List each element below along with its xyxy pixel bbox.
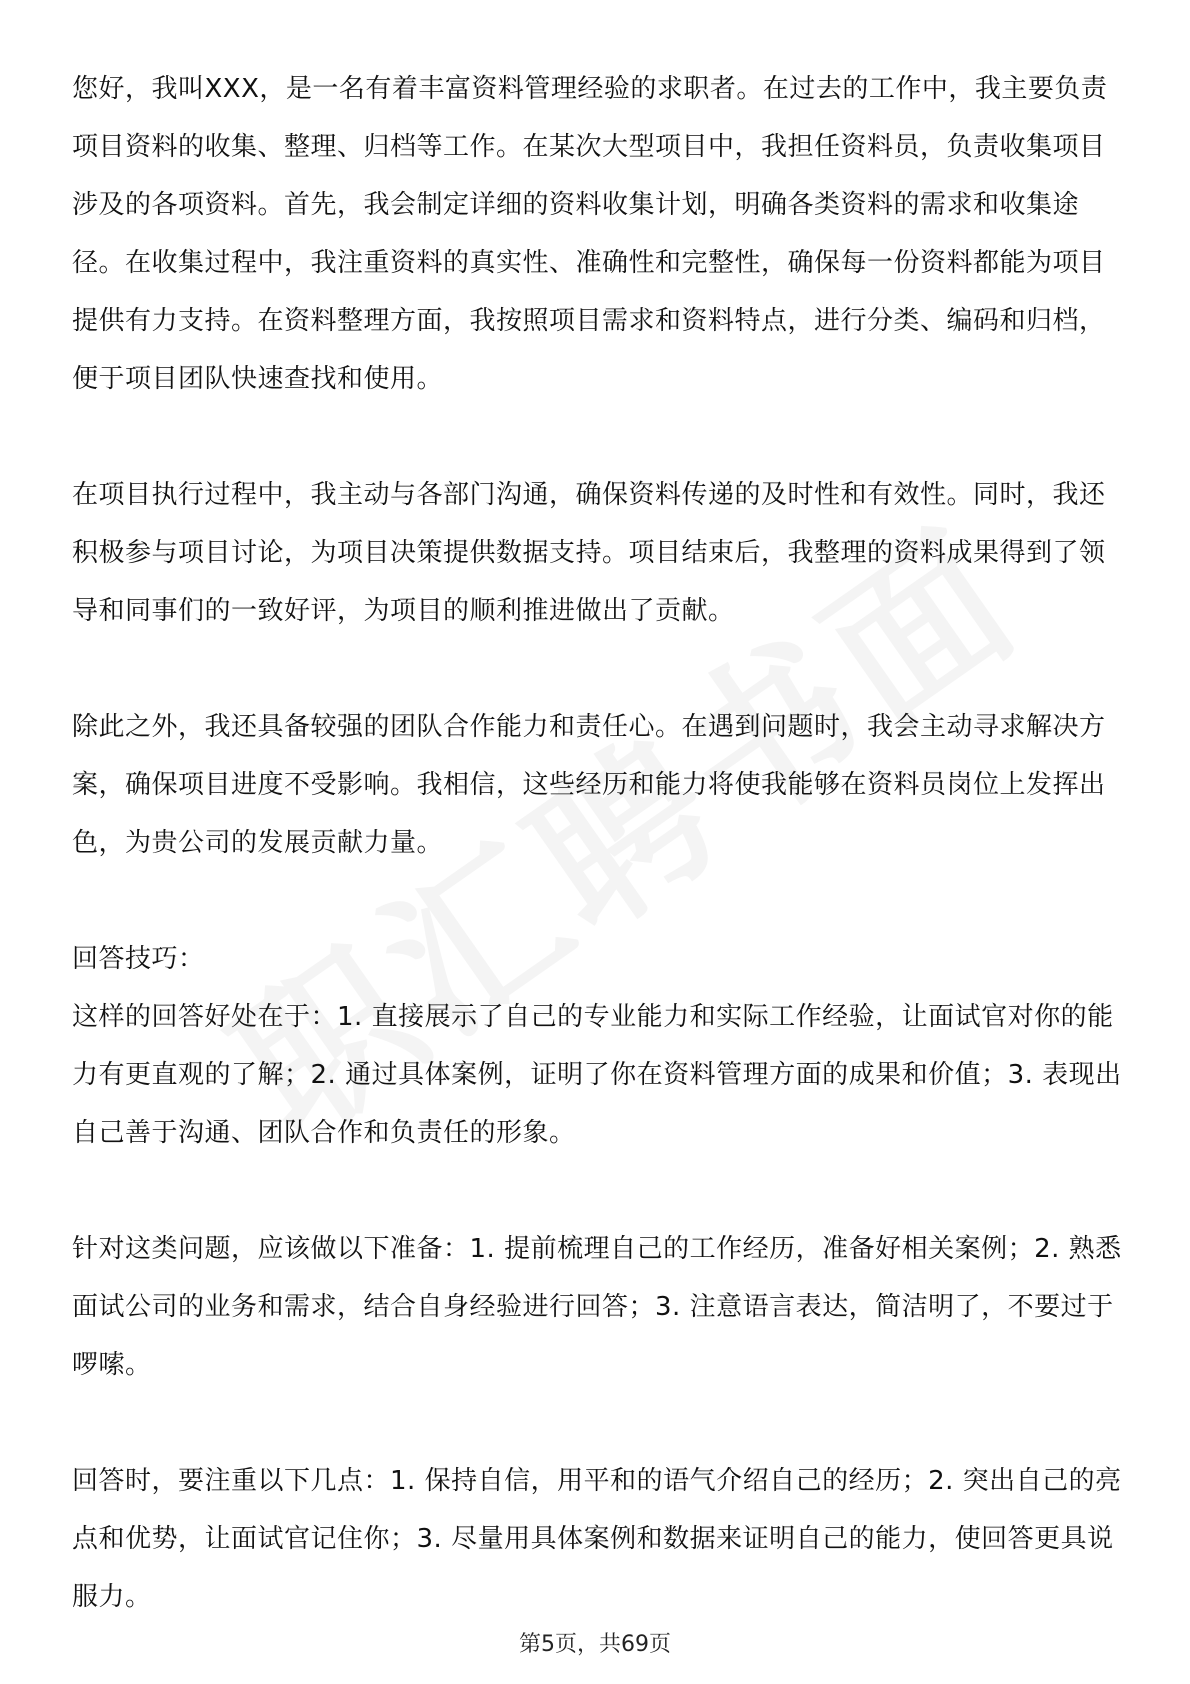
paragraph-execution: 在项目执行过程中，我主动与各部门沟通，确保资料传递的及时性和有效性。同时，我还积极参与项目讨论，为项目决策提供数据支持。项目结束后，我整理的资料成果得到了领导和同事们的一致好评，为项目的顺利推进做出了贡献。: [72, 480, 1106, 626]
tips-paragraph-benefits: 这样的回答好处在于：1. 直接展示了自己的专业能力和实际工作经验，让面试官对你的能力有更直观的了解；2. 通过具体案例，证明了你在资料管理方面的成果和价值；3. 表现出自己善于沟通、团队合作和负责任的形象。: [72, 1002, 1122, 1148]
paragraph-intro: 您好，我叫XXX，是一名有着丰富资料管理经验的求职者。在过去的工作中，我主要负责项目资料的收集、整理、归档等工作。在某次大型项目中，我担任资料员，负责收集项目涉及的各项资料。首先，我会制定详细的资料收集计划，明确各类资料的需求和收集途径。在收集过程中，我注重资料的真实性、准确性和完整性，确保每一份资料都能为项目提供有力支持。在资料整理方面，我按照项目需求和资料特点，进行分类、编码和归档，便于项目团队快速查找和使用。: [72, 74, 1108, 394]
tips-heading: 回答技巧：: [72, 944, 205, 974]
document-body: [72, 60, 1122, 1684]
tips-paragraph-answering: 回答时，要注重以下几点：1. 保持自信，用平和的语气介绍自己的经历；2. 突出自己的亮点和优势，让面试官记住你；3. 尽量用具体案例和数据来证明自己的能力，使回答更具说服力。: [72, 1466, 1122, 1612]
tips-paragraph-preparation: 针对这类问题，应该做以下准备：1. 提前梳理自己的工作经历，准备好相关案例；2. 熟悉面试公司的业务和需求，结合自身经验进行回答；3. 注意语言表达，简洁明了，不要过于啰嗦。: [72, 1234, 1122, 1380]
paragraph-teamwork: 除此之外，我还具备较强的团队合作能力和责任心。在遇到问题时，我会主动寻求解决方案，确保项目进度不受影响。我相信，这些经历和能力将使我能够在资料员岗位上发挥出色，为贵公司的发展贡献力量。: [72, 712, 1106, 858]
page-number: 第5页，共69页: [519, 1632, 671, 1657]
